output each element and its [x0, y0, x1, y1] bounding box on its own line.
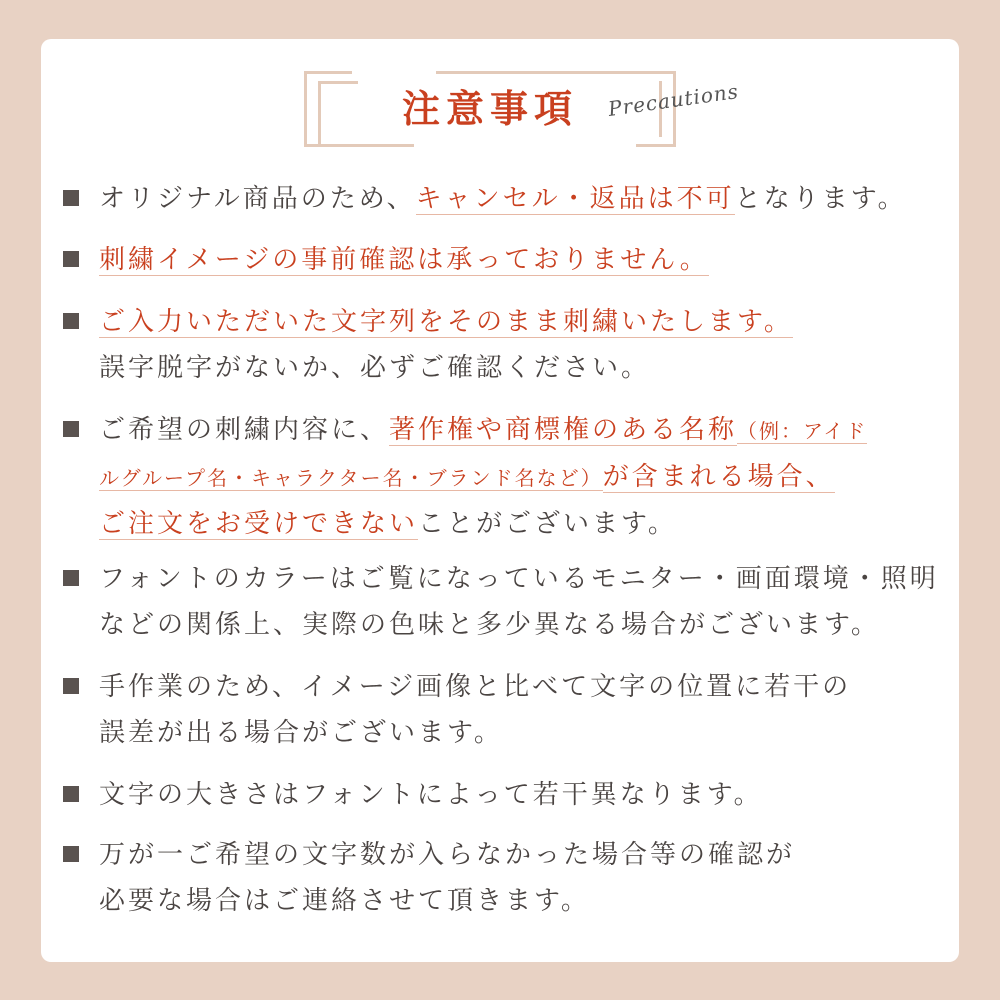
item-emphasis: 刺繍イメージの事前確認は承っておりません。 [99, 245, 709, 275]
item-line: 手作業のため、イメージ画像と比べて文字の位置に若干の [99, 672, 852, 702]
square-bullet-icon [63, 251, 79, 267]
item-line [99, 299, 959, 345]
item-line [99, 237, 959, 283]
square-bullet-icon [63, 786, 79, 802]
frame-bottom-right [636, 144, 676, 147]
item-emphasis: 著作権や商標権のある名称 [389, 415, 738, 445]
item-line: フォントのカラーはご覧になっているモニター・画面環境・照明 [99, 564, 939, 594]
item-emphasis-small: （例：アイド [737, 419, 868, 443]
notice-item-2 [99, 237, 959, 283]
square-bullet-icon [63, 678, 79, 694]
item-line [99, 501, 959, 547]
precautions-script-text: Precautions [606, 78, 741, 121]
item-emphasis: ご入力いただいた文字列をそのまま刺繍いたします。 [99, 307, 793, 337]
item-line: 万が一ご希望の文字数が入らなかった場合等の確認が [99, 840, 796, 870]
item-line [99, 454, 959, 501]
item-emphasis: が含まれる場合、 [602, 462, 835, 492]
item-line: 誤字脱字がないか、必ずご確認ください。 [99, 353, 651, 383]
item-text: となります。 [734, 184, 907, 214]
item-line: 必要な場合はご連絡させて頂きます。 [99, 886, 590, 916]
square-bullet-icon [63, 570, 79, 586]
item-line [99, 407, 959, 454]
item-emphasis: ご注文をお受けできない [99, 509, 419, 539]
notice-item-4 [99, 407, 959, 547]
frame-top-left [304, 71, 352, 74]
notice-item-7 [99, 772, 959, 818]
item-line: 文字の大きさはフォントによって若干異なります。 [99, 780, 763, 810]
square-bullet-icon [63, 190, 79, 206]
page-title: 注意事項 [401, 87, 578, 131]
frame-bottom-left [304, 144, 414, 147]
item-line: 誤差が出る場合がございます。 [99, 718, 503, 748]
item-text: ご希望の刺繍内容に、 [99, 415, 390, 445]
square-bullet-icon [63, 421, 79, 437]
square-bullet-icon [63, 313, 79, 329]
notice-item-8 [99, 832, 959, 924]
item-emphasis-small: ルグループ名・キャラクター名・ブランド名など） [99, 466, 603, 490]
notice-card [41, 39, 959, 962]
item-text: ことがございます。 [418, 509, 677, 539]
item-line: などの関係上、実際の色味と多少異なる場合がございます。 [99, 610, 880, 640]
square-bullet-icon [63, 846, 79, 862]
item-line [99, 176, 959, 222]
notice-item-3 [99, 299, 959, 391]
frame-top-right [436, 71, 676, 74]
item-emphasis: キャンセル・返品は不可 [415, 184, 735, 214]
notice-item-5 [99, 556, 959, 648]
notice-item-1 [99, 176, 959, 222]
item-text: オリジナル商品のため、 [99, 184, 416, 214]
notice-item-6 [99, 664, 959, 756]
